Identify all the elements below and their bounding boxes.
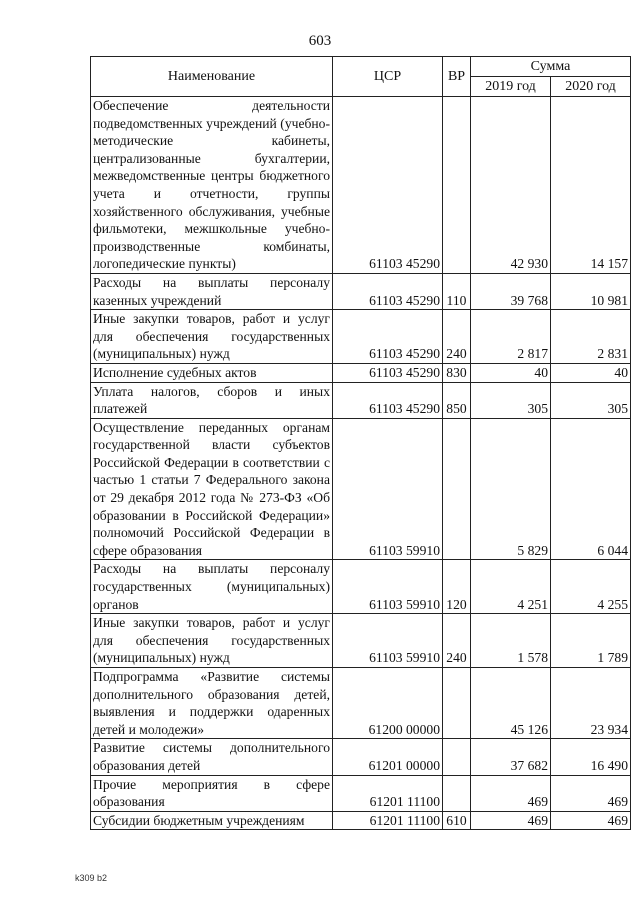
row-csr: 61103 45290 xyxy=(333,97,443,274)
table-row xyxy=(91,310,631,364)
table-row xyxy=(91,382,631,418)
row-amount-2020: 4 255 xyxy=(551,560,631,614)
row-name: Осуществление переданных органам государственной власти субъектов Российской Федерации в соответствии с частью 1 статьи 7 Федерального закона от 29 декабря 2012 года № 273-ФЗ «Об образовании в Российской Федерации» полномочий Российской Федерации в сфере образования xyxy=(91,418,333,560)
row-amount-2020: 16 490 xyxy=(551,739,631,775)
row-vr xyxy=(443,668,471,739)
row-amount-2019: 42 930 xyxy=(471,97,551,274)
row-vr: 240 xyxy=(443,310,471,364)
row-csr: 61103 45290 xyxy=(333,310,443,364)
row-amount-2019: 45 126 xyxy=(471,668,551,739)
row-amount-2019: 4 251 xyxy=(471,560,551,614)
row-name: Обеспечение деятельности подведомственных учреждений (учебно-методические кабинеты, централизованные бухгалтерии, межведомственные центры бюджетного учета и отчетности, группы хозяйственного обслуживания, учебные фильмотеки, межшкольные учебно-производственные комбинаты, логопедические пункты) xyxy=(91,97,333,274)
row-vr: 120 xyxy=(443,560,471,614)
row-amount-2020: 2 831 xyxy=(551,310,631,364)
row-vr: 830 xyxy=(443,363,471,382)
row-csr: 61103 45290 xyxy=(333,382,443,418)
row-name: Прочие мероприятия в сфере образования xyxy=(91,775,333,811)
row-vr: 240 xyxy=(443,614,471,668)
row-vr: 110 xyxy=(443,273,471,309)
row-amount-2019: 39 768 xyxy=(471,273,551,309)
header-csr: ЦСР xyxy=(333,57,443,97)
row-vr xyxy=(443,739,471,775)
row-amount-2020: 1 789 xyxy=(551,614,631,668)
footer-mark: k309 b2 xyxy=(75,873,108,883)
row-amount-2019: 469 xyxy=(471,811,551,830)
row-amount-2019: 1 578 xyxy=(471,614,551,668)
row-name: Расходы на выплаты персоналу государственных (муниципальных) органов xyxy=(91,560,333,614)
row-name: Субсидии бюджетным учреждениям xyxy=(91,811,333,830)
row-name: Уплата налогов, сборов и иных платежей xyxy=(91,382,333,418)
row-amount-2019: 469 xyxy=(471,775,551,811)
table-row xyxy=(91,560,631,614)
row-name: Развитие системы дополнительного образования детей xyxy=(91,739,333,775)
row-csr: 61201 00000 xyxy=(333,739,443,775)
row-csr: 61103 45290 xyxy=(333,273,443,309)
row-vr: 850 xyxy=(443,382,471,418)
row-vr xyxy=(443,418,471,560)
row-csr: 61201 11100 xyxy=(333,811,443,830)
budget-table xyxy=(90,56,631,830)
row-vr xyxy=(443,775,471,811)
table-row xyxy=(91,363,631,382)
row-amount-2020: 23 934 xyxy=(551,668,631,739)
row-csr: 61103 59910 xyxy=(333,560,443,614)
row-vr xyxy=(443,97,471,274)
row-csr: 61103 59910 xyxy=(333,614,443,668)
row-name: Расходы на выплаты персоналу казенных учреждений xyxy=(91,273,333,309)
row-amount-2019: 40 xyxy=(471,363,551,382)
row-amount-2019: 37 682 xyxy=(471,739,551,775)
table-row xyxy=(91,668,631,739)
row-amount-2019: 2 817 xyxy=(471,310,551,364)
header-name: Наименование xyxy=(91,57,333,97)
row-name: Исполнение судебных актов xyxy=(91,363,333,382)
table-row xyxy=(91,418,631,560)
row-csr: 61103 59910 xyxy=(333,418,443,560)
header-year-2020: 2020 год xyxy=(551,77,631,97)
row-name: Иные закупки товаров, работ и услуг для обеспечения государственных (муниципальных) нужд xyxy=(91,614,333,668)
row-amount-2020: 305 xyxy=(551,382,631,418)
row-name: Иные закупки товаров, работ и услуг для обеспечения государственных (муниципальных) нужд xyxy=(91,310,333,364)
table-row xyxy=(91,273,631,309)
table-row xyxy=(91,811,631,830)
row-amount-2019: 305 xyxy=(471,382,551,418)
row-amount-2020: 469 xyxy=(551,775,631,811)
table-body xyxy=(91,97,631,830)
table-row xyxy=(91,739,631,775)
row-csr: 61200 00000 xyxy=(333,668,443,739)
row-csr: 61201 11100 xyxy=(333,775,443,811)
row-amount-2020: 10 981 xyxy=(551,273,631,309)
header-vr: ВР xyxy=(443,57,471,97)
row-vr: 610 xyxy=(443,811,471,830)
page-number: 603 xyxy=(308,33,332,49)
header-year-2019: 2019 год xyxy=(471,77,551,97)
row-name: Подпрограмма «Развитие системы дополнительного образования детей, выявления и поддержки одаренных детей и молодежи» xyxy=(91,668,333,739)
row-amount-2020: 14 157 xyxy=(551,97,631,274)
row-amount-2020: 469 xyxy=(551,811,631,830)
table-row xyxy=(91,97,631,274)
row-amount-2020: 40 xyxy=(551,363,631,382)
table-row xyxy=(91,775,631,811)
header-sum: Сумма xyxy=(471,57,631,77)
row-csr: 61103 45290 xyxy=(333,363,443,382)
row-amount-2020: 6 044 xyxy=(551,418,631,560)
table-row xyxy=(91,614,631,668)
row-amount-2019: 5 829 xyxy=(471,418,551,560)
